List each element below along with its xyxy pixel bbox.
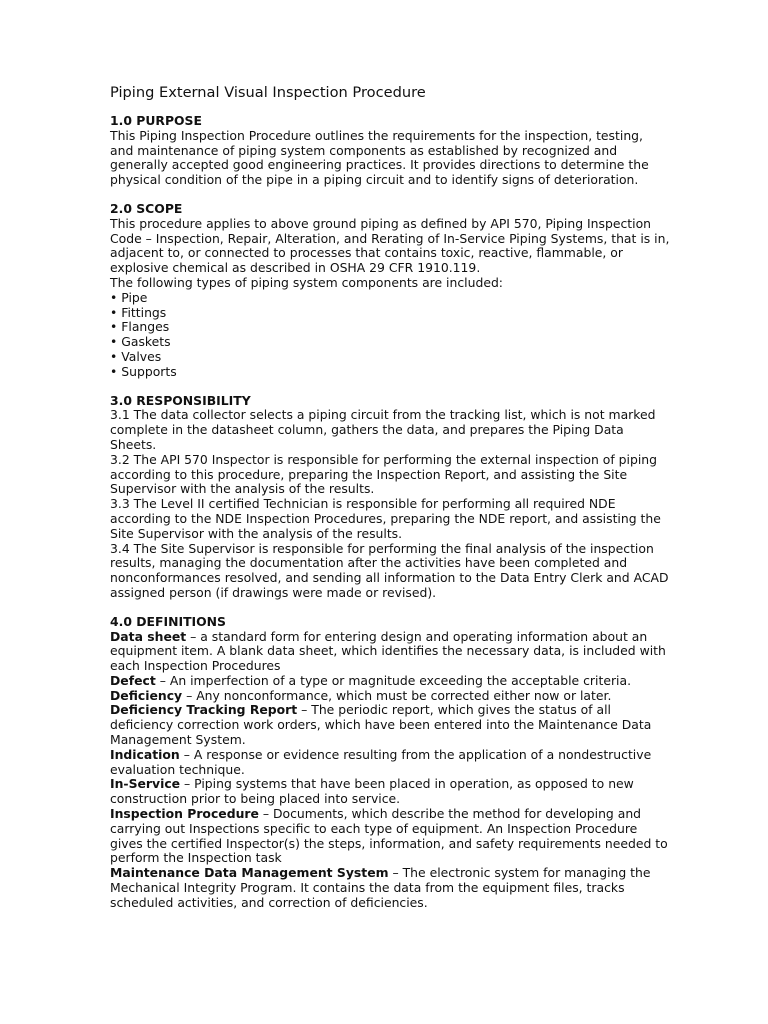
definition-term: Defect — [110, 672, 156, 688]
paragraph: This Piping Inspection Procedure outlines the requirements for the inspection, testing, and maintenance of piping system components as established by recognized and generally accepted good engineering practices. It provides directions to determine the physical condition of the pipe in a piping circuit and to identify signs of deterioration. — [110, 127, 649, 188]
definition-item — [110, 630, 670, 674]
definition-item — [110, 703, 670, 747]
list-item: • Pipe — [110, 289, 148, 305]
list-item: • Gaskets — [110, 334, 171, 350]
definition-term: Deficiency — [110, 687, 183, 703]
definition-term: Data sheet — [110, 628, 187, 644]
definition-text: – A response or evidence resulting from the application of a nondestructive evaluation technique. — [110, 746, 652, 777]
definition-text: – An imperfection of a type or magnitude exceeding the acceptable criteria. — [155, 672, 632, 688]
section-heading: 4.0 DEFINITIONS — [110, 613, 226, 629]
section-definitions — [110, 615, 670, 911]
list-item: • Flanges — [110, 319, 170, 335]
definition-text: – Documents, which describe the method for developing and carrying out Inspections specific to each type of equipment. An Inspection Procedure gives the certified Inspector(s) the steps, information, and safety requirements needed to perform the Inspection task — [110, 806, 668, 866]
definition-text: – Piping systems that have been placed in operation, as opposed to new construction prior to being placed into service. — [110, 776, 634, 807]
definition-item — [110, 689, 670, 704]
definition-term: Inspection Procedure — [110, 806, 259, 822]
definition-item — [110, 807, 670, 866]
definition-term: In-Service — [110, 776, 181, 792]
section-heading: 1.0 PURPOSE — [110, 113, 202, 128]
list-item: • Valves — [110, 348, 162, 364]
section-heading: 3.0 RESPONSIBILITY — [110, 392, 251, 408]
section-purpose — [110, 114, 670, 188]
definition-term: Indication — [110, 746, 180, 762]
paragraph: 3.3 The Level II certified Technician is responsible for performing all required NDE according to the NDE Inspection Procedures, preparing the NDE report, and assisting the Site Supervisor with the analysis of the results. — [110, 496, 661, 541]
document-title: Piping External Visual Inspection Procedure — [110, 84, 426, 101]
definition-item — [110, 866, 670, 910]
section-heading: 2.0 SCOPE — [110, 200, 183, 216]
list-item: • Supports — [110, 363, 177, 379]
definition-term: Deficiency Tracking Report — [110, 702, 298, 718]
definition-text: – Any nonconformance, which must be corrected either now or later. — [182, 687, 612, 703]
definition-item — [110, 674, 670, 689]
paragraph: 3.2 The API 570 Inspector is responsible for performing the external inspection of piping according to this procedure, preparing the Inspection Report, and assisting the Site Supervisor with the analysis of the results. — [110, 451, 657, 497]
paragraph: The following types of piping system components are included: — [110, 274, 503, 290]
definition-term: Maintenance Data Management System — [110, 865, 389, 881]
definition-text: – a standard form for entering design and operating information about an equipment item. A blank data sheet, which identifies the necessary data, is included with each Inspection Procedures — [110, 628, 666, 674]
document-page — [110, 84, 670, 925]
section-responsibility — [110, 394, 670, 601]
paragraph: This procedure applies to above ground piping as defined by API 570, Piping Inspection Code – Inspection, Repair, Alteration, and Rerating of In-Service Piping Systems, that is in, adjacent to, or connected to processes that contains toxic, reactive, flammable, or explosive chemical as described in OSHA 29 CFR 1910.119. — [110, 215, 670, 276]
definition-text: – The periodic report, which gives the status of all deficiency correction work orders, which have been entered into the Maintenance Data Management System. — [110, 702, 652, 748]
definition-item — [110, 777, 670, 807]
definition-item — [110, 748, 670, 778]
component-list — [110, 291, 670, 380]
section-scope — [110, 202, 670, 380]
paragraph: 3.4 The Site Supervisor is responsible for performing the final analysis of the inspection results, managing the documentation after the activities have been completed and nonconformances resolved, and sending all information to the Data Entry Clerk and ACAD assigned person (if drawings were made or revised). — [110, 540, 669, 600]
definition-text: – The electronic system for managing the Mechanical Integrity Program. It contains the data from the equipment files, tracks scheduled activities, and correction of deficiencies. — [110, 865, 651, 910]
list-item: • Fittings — [110, 304, 167, 320]
paragraph: 3.1 The data collector selects a piping circuit from the tracking list, which is not marked complete in the datasheet column, gathers the data, and prepares the Piping Data Sheets. — [110, 407, 656, 452]
